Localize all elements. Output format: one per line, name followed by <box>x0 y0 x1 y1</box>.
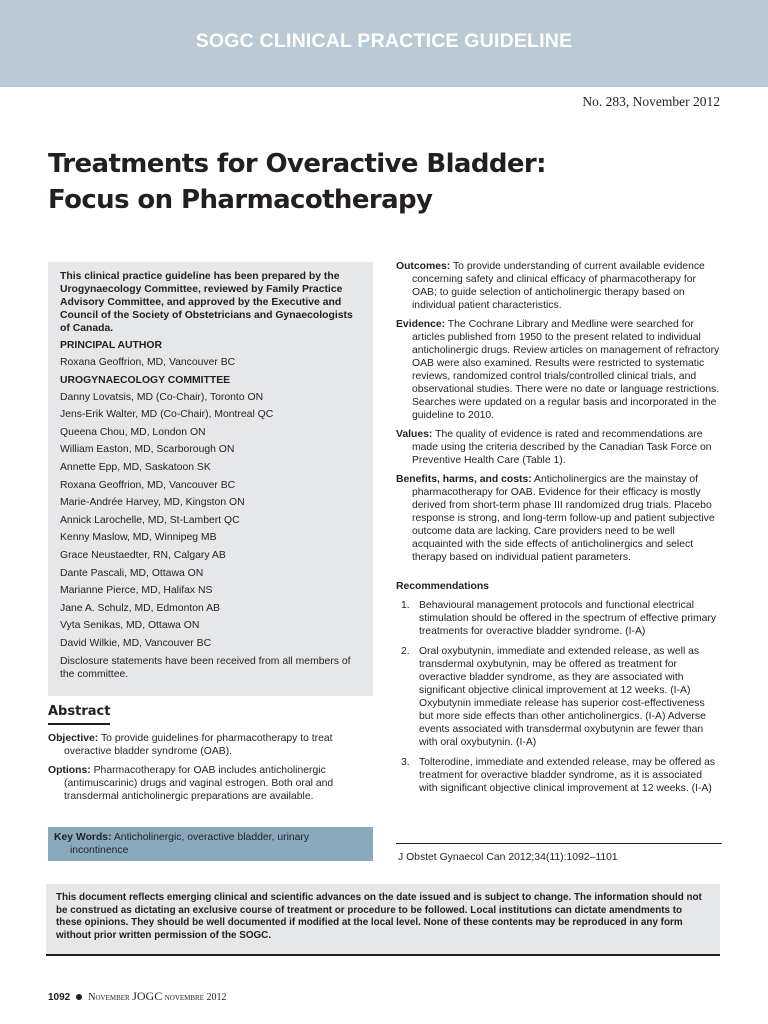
committee-member: Jane A. Schulz, MD, Edmonton AB <box>60 602 220 614</box>
recommendation-item <box>396 599 722 638</box>
objective-label: Objective: <box>48 733 99 744</box>
benefits-label: Benefits, harms, and costs: <box>396 474 532 485</box>
recommendation-number: 3. <box>401 757 410 768</box>
footer-journal: JOGC <box>132 989 163 1003</box>
committee-member: William Easton, MD, Scarborough ON <box>60 444 235 456</box>
evidence-paragraph <box>396 318 722 422</box>
outcomes-paragraph <box>396 260 722 312</box>
disclaimer-text: This document reflects emerging clinical and scientific advances on the date issued and is subject to change. The information should not be construed as dictating an exclusive course of treatment or procedure to be followed. Local institutions can dictate amendments to these opinions. They should be well documented if modified at the local level. None of these contents may be reproduced in any form without prior written permission of the SOGC. <box>56 892 702 941</box>
keywords-text: Anticholinergic, overactive bladder, urinary incontinence <box>70 832 310 856</box>
banner-title: SOGC CLINICAL PRACTICE GUIDELINE <box>195 30 573 52</box>
committee-member: Dante Pascali, MD, Ottawa ON <box>60 567 204 579</box>
recommendations-heading: Recommendations <box>396 581 489 592</box>
committee-member: Queena Chou, MD, London ON <box>60 426 206 438</box>
committee-member: Kenny Maslow, MD, Winnipeg MB <box>60 532 217 544</box>
values-label: Values: <box>396 429 433 440</box>
page-number: 1092 <box>48 992 71 1003</box>
committee-member: Annette Epp, MD, Saskatoon SK <box>60 461 211 473</box>
recommendation-text: Tolterodine, immediate and extended release, may be offered as treatment for overactive bladder syndrome, as it is associated with significant objective clinical improvement at 12 weeks. (I-A) <box>419 757 716 794</box>
committee-heading: UROGYNAECOLOGY COMMITTEE <box>60 374 231 386</box>
right-column <box>396 260 722 802</box>
committee-member: Marianne Pierce, MD, Halifax NS <box>60 585 213 597</box>
values-text: The quality of evidence is rated and recommendations are made using the criteria described by the Canadian Task Force on Preventive Health Care (Table 1). <box>412 429 712 466</box>
evidence-text: The Cochrane Library and Medline were searched for articles published from 1950 to the present related to individual anticholinergic drugs. Review articles on management of refractory OAB were also examined. Results were restricted to systematic reviews, randomized control trials/controlled clinical trials, and observational studies. There were no date or language restrictions. Searches were updated on a regular basis and incorporated in the guideline to 2010. <box>412 319 720 421</box>
abstract-body <box>48 732 373 809</box>
recommendation-text: Behavioural management protocols and functional electrical stimulation should be offered in the spectrum of effective primary treatments for overactive bladder syndrome. (I-A) <box>419 600 717 637</box>
keywords-label: Key Words: <box>54 832 112 843</box>
committee-member: Jens-Erik Walter, MD (Co-Chair), Montreal QC <box>60 409 274 421</box>
committee-member: Roxana Geoffrion, MD, Vancouver BC <box>60 479 236 491</box>
principal-author-heading: PRINCIPAL AUTHOR <box>60 340 162 351</box>
recommendation-item <box>396 756 722 795</box>
footer-month-en: November <box>88 992 130 1003</box>
disclosure-statement: Disclosure statements have been received from all members of the committee. <box>60 655 351 680</box>
committee-member: Marie-Andrée Harvey, MD, Kingston ON <box>60 497 245 509</box>
principal-author: Roxana Geoffrion, MD, Vancouver BC <box>60 357 236 368</box>
journal-citation: J Obstet Gynaecol Can 2012;34(11):1092–1101 <box>398 852 618 863</box>
title-line-1: Treatments for Overactive Bladder: <box>48 149 546 179</box>
title-line-2: Focus on Pharmacotherapy <box>48 185 433 215</box>
benefits-paragraph <box>396 473 722 564</box>
benefits-text: Anticholinergics are the mainstay of pharmacotherapy for OAB. Evidence for their efficacy is mostly derived from short-term phase III randomized drug trials. Placebo response is strong, and long-term follow-up and patient subjective outcome data are lacking. Care providers need to be well acquainted with the side effects of anticholinergics and select therapy based on individual patient parameters. <box>412 474 715 563</box>
options-paragraph <box>48 764 373 803</box>
values-paragraph <box>396 428 722 467</box>
page-footer <box>48 989 227 1004</box>
footer-month-fr: novembre 2012 <box>164 992 227 1003</box>
keywords-box <box>48 827 373 861</box>
issue-number: No. 283, November 2012 <box>582 94 720 109</box>
recommendation-text: Oral oxybutynin, immediate and extended release, as well as transdermal oxybutynin, may be offered as treatment for overactive bladder syndrome, as they are associated with significant objective clinical improvement at 12 weeks. (I-A) Oxybutynin immediate release has superior cost-effectiveness but more side effects than other anticholinergics. (I-A) Adverse events associated with transdermal oxybutynin are fewer than with oral oxybutynin. (I-A) <box>419 646 706 748</box>
article-title <box>48 146 708 218</box>
committee-member: David Wilkie, MD, Vancouver BC <box>60 637 212 649</box>
recommendation-number: 2. <box>401 646 410 657</box>
objective-text: To provide guidelines for pharmacotherapy to treat overactive bladder syndrome (OAB). <box>64 733 333 757</box>
recommendation-item <box>396 645 722 749</box>
committee-member: Vyta Senikas, MD, Ottawa ON <box>60 620 200 632</box>
committee-member: Grace Neustaedter, RN, Calgary AB <box>60 549 226 561</box>
options-label: Options: <box>48 765 91 776</box>
outcomes-label: Outcomes: <box>396 261 451 272</box>
outcomes-text: To provide understanding of current available evidence concerning safety and clinical efficacy of pharmacotherapy for OAB; to guide selection of anticholinergic therapy based on individual patient characteristics. <box>412 261 705 311</box>
preparation-statement: This clinical practice guideline has been prepared by the Urogynaecology Committee, reviewed by Family Practice Advisory Committee, and approved by the Executive and Council of the Society of Obstetricians and Gynaecologists of Canada. <box>60 271 353 334</box>
recommendations-list <box>396 599 722 795</box>
authors-box <box>48 262 373 696</box>
evidence-label: Evidence: <box>396 319 446 330</box>
committee-member: Annick Larochelle, MD, St-Lambert QC <box>60 514 240 526</box>
abstract-heading: Abstract <box>48 704 110 725</box>
committee-member: Danny Lovatsis, MD (Co-Chair), Toronto ON <box>60 391 264 403</box>
recommendation-number: 1. <box>401 600 410 611</box>
header-banner <box>0 0 768 87</box>
options-text: Pharmacotherapy for OAB includes anticholinergic (antimuscarinic) drugs and vaginal estrogen. Both oral and transdermal anticholinergic preparations are available. <box>64 765 334 802</box>
objective-paragraph <box>48 732 373 758</box>
bullet-dot-icon <box>76 994 82 1000</box>
disclaimer-box <box>46 884 720 956</box>
citation-divider <box>396 843 722 844</box>
